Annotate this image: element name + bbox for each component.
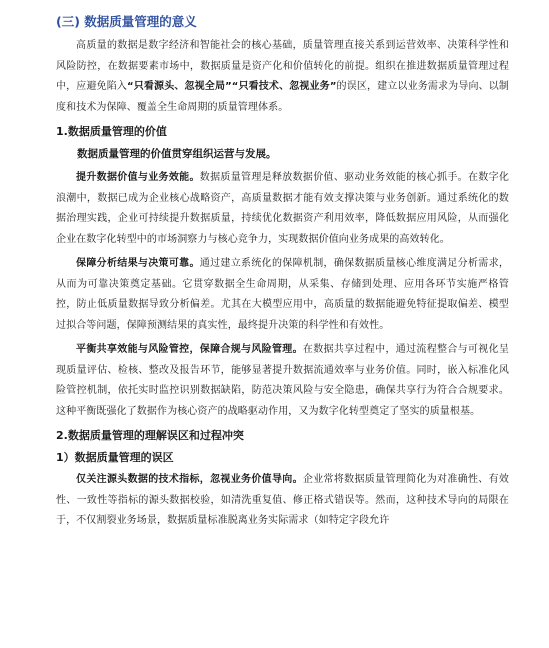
heading-value: 1.数据质量管理的价值 — [56, 125, 167, 138]
paragraph-value-efficiency — [56, 168, 509, 250]
intro-paragraph — [56, 36, 509, 118]
intro-text-1: 高质量的数据是数字经济和智能社会的核心基础，质量管理直接关系到运营效率、决策科学性和风险防控，在数据要素市场中，数据质量是资产化和价值转化的前提。组织在推进数据质量管理过程中，应避免陷入 — [56, 40, 509, 92]
paragraph-sharing-risk-text: 在数据共享过程中，通过流程整合与可视化呈现质量评估、检核、整改及报告环节，能够显著提升数据流通效率与业务价值。同时，嵌入标准化风险管控机制，依托实时监控识别数据缺陷，防范决策风险与安全隐患，确保共享行为符合合规要求。这种平衡既强化了数据作为核心资产的战略驱动作用，又为数字化转型奠定了坚实的质量根基。 — [56, 344, 509, 417]
paragraph-decision-reliability-text: 通过建立系统化的保障机制，确保数据质量核心维度满足分析需求，从而为可靠决策奠定基础。它贯穿数据全生命周期，从采集、存储到处理、应用各环节实施严格管控，防止低质量数据导致分析偏差。尤其在大模型应用中，高质量的数据能避免特征提取偏差、模型过拟合等问题，保障预测结果的真实性，最终提升决策的科学性和有效性。 — [56, 258, 510, 331]
section-title: (三) 数据质量管理的意义 — [56, 14, 197, 29]
paragraph-value-efficiency-bold: 提升数据价值与业务效能。 — [76, 172, 200, 183]
paragraph-decision-reliability-bold: 保障分析结果与决策可靠。 — [76, 258, 200, 269]
subheading-misconceptions: 1）数据质量管理的误区 — [56, 451, 174, 464]
paragraph-value-efficiency-text: 数据质量管理是释放数据价值、驱动业务效能的核心抓手。在数字化浪潮中，数据已成为企业核心战略资产，高质量数据才能有效支撑决策与业务创新。通过系统化的数据治理实践，企业可持续提升数据质量，持续优化数据资产利用效率，降低数据应用风险，从而强化企业在数字化转型中的市场洞察力与核心竞争力，实现数据价值向业务成果的高效转化。 — [56, 172, 510, 245]
value-lead: 数据质量管理的价值贯穿组织运营与发展。 — [77, 148, 277, 160]
paragraph-source-only-bold: 仅关注源头数据的技术指标，忽视业务价值导向。 — [76, 474, 303, 485]
paragraph-sharing-risk-bold: 平衡共享效能与风险管控，保障合规与风险管理。 — [76, 344, 303, 355]
paragraph-source-only-text: 企业常将数据质量管理简化为对准确性、有效性、一致性等指标的源头数据校验，如清洗重复值、修正格式错误等。然而，这种技术导向的局限在于，不仅割裂业务场景，数据质量标准脱离业务实际需求（如特定字段允许 — [56, 474, 509, 526]
intro-text-2: 的误区，建立以业务需求为导向、以制度和技术为保障、覆盖全生命周期的质量管理体系。 — [56, 81, 510, 113]
intro-emphasis: “只看源头、忽视全局”“只看技术、忽视业务” — [127, 81, 337, 92]
paragraph-source-only — [56, 470, 509, 532]
paragraph-sharing-risk — [56, 340, 509, 422]
paragraph-decision-reliability — [56, 254, 509, 336]
heading-misconceptions: 2.数据质量管理的理解误区和过程冲突 — [56, 429, 244, 442]
